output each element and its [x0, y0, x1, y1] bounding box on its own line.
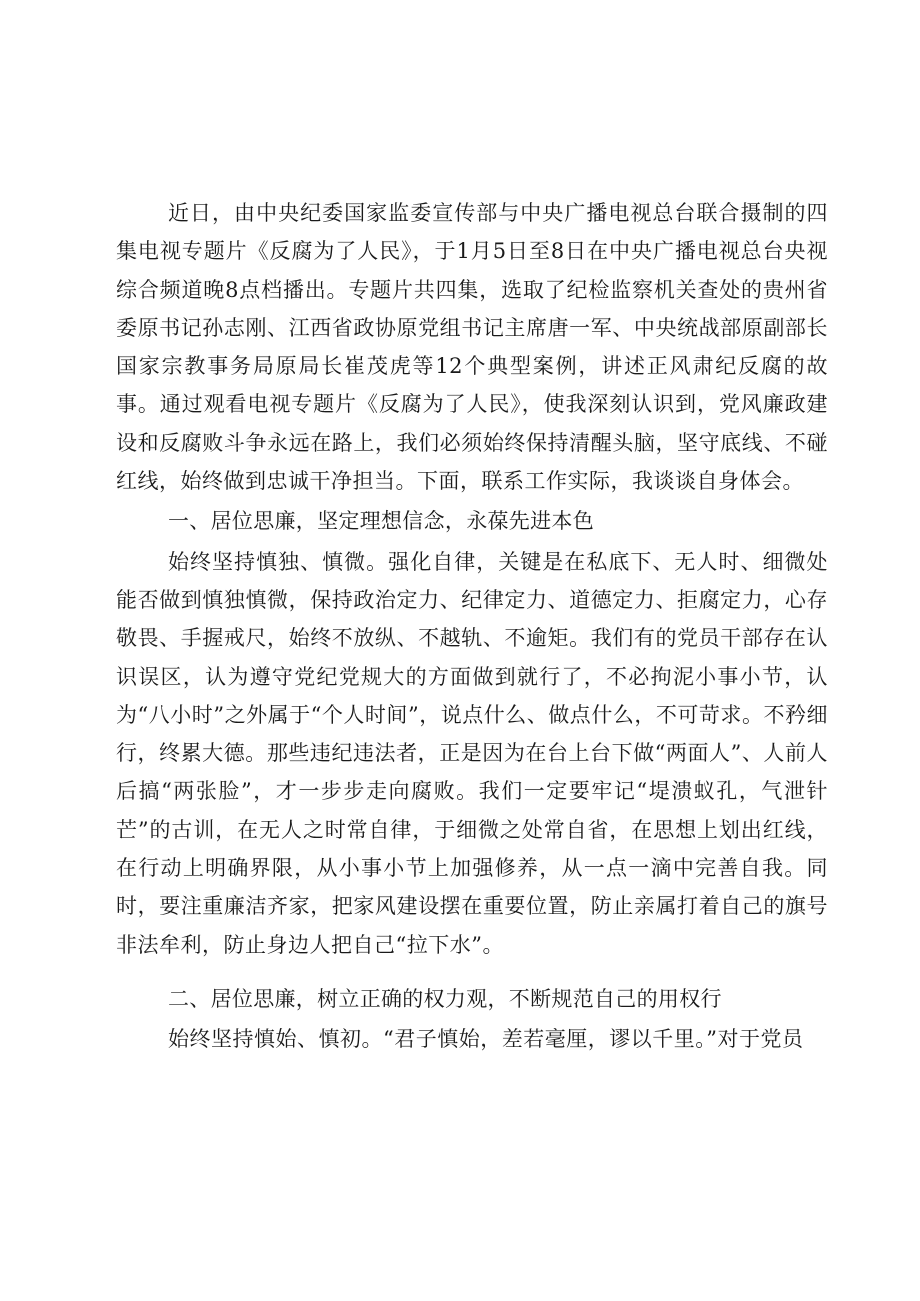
section-2-heading: 二、居位思廉，树立正确的权力观，不断规范自己的用权行	[168, 986, 722, 1011]
section-1-paragraph: 始终坚持慎独、慎微。强化自律，关键是在私底下、无人时、细微处能否做到慎独慎微，保持政治定力、纪律定力、道德定力、拒腐定力，心存敬畏、手握戒尺，始终不放纵、不越轨、不逾矩。我们有的党员干部存在认识误区，认为遵守党纪党规大的方面做到就行了，不必拘泥小事小节，认为“八小时”之外属于“个人时间”，说点什么、做点什么，不可苛求。不矜细行，终累大德。那些违纪违法者，正是因为在台上台下做“两面人”、人前人后搞“两张脸”，才一步步走向腐败。我们一定要牢记“堤溃蚁孔，气泄针芒”的古训，在无人之时常自律，于细微之处常自省，在思想上划出红线，在行动上明确界限，从小事小节上加强修养，从一点一滴中完善自我。同时，要注重廉洁齐家，把家风建设摆在重要位置，防止亲属打着自己的旗号非法牟利，防止身边人把自己“拉下水”。	[116, 549, 828, 957]
intro-paragraph: 近日，由中央纪委国家监委宣传部与中央广播电视总台联合摄制的四集电视专题片《反腐为了人民》，于1月5日至8日在中央广播电视总台央视综合频道晚8点档播出。专题片共四集，选取了纪检监察机关查处的贵州省委原书记孙志刚、江西省政协原党组书记主席唐一军、中央统战部原副部长国家宗教事务局原局长崔茂虎等12个典型案例，讲述正风肃纪反腐的故事。通过观看电视专题片《反腐为了人民》，使我深刻认识到，党风廉政建设和反腐败斗争永远在路上，我们必须始终保持清醒头脑，坚守底线、不碰红线，始终做到忠诚干净担当。下面，联系工作实际，我谈谈自身体会。	[116, 201, 828, 494]
section-1-heading: 一、居位思廉，坚定理想信念，永葆先进本色	[168, 509, 594, 534]
section-2-paragraph: 始终坚持慎始、慎初。“君子慎始，差若毫厘，谬以千里。”对于党员	[168, 1027, 804, 1052]
document-body	[116, 194, 828, 1059]
